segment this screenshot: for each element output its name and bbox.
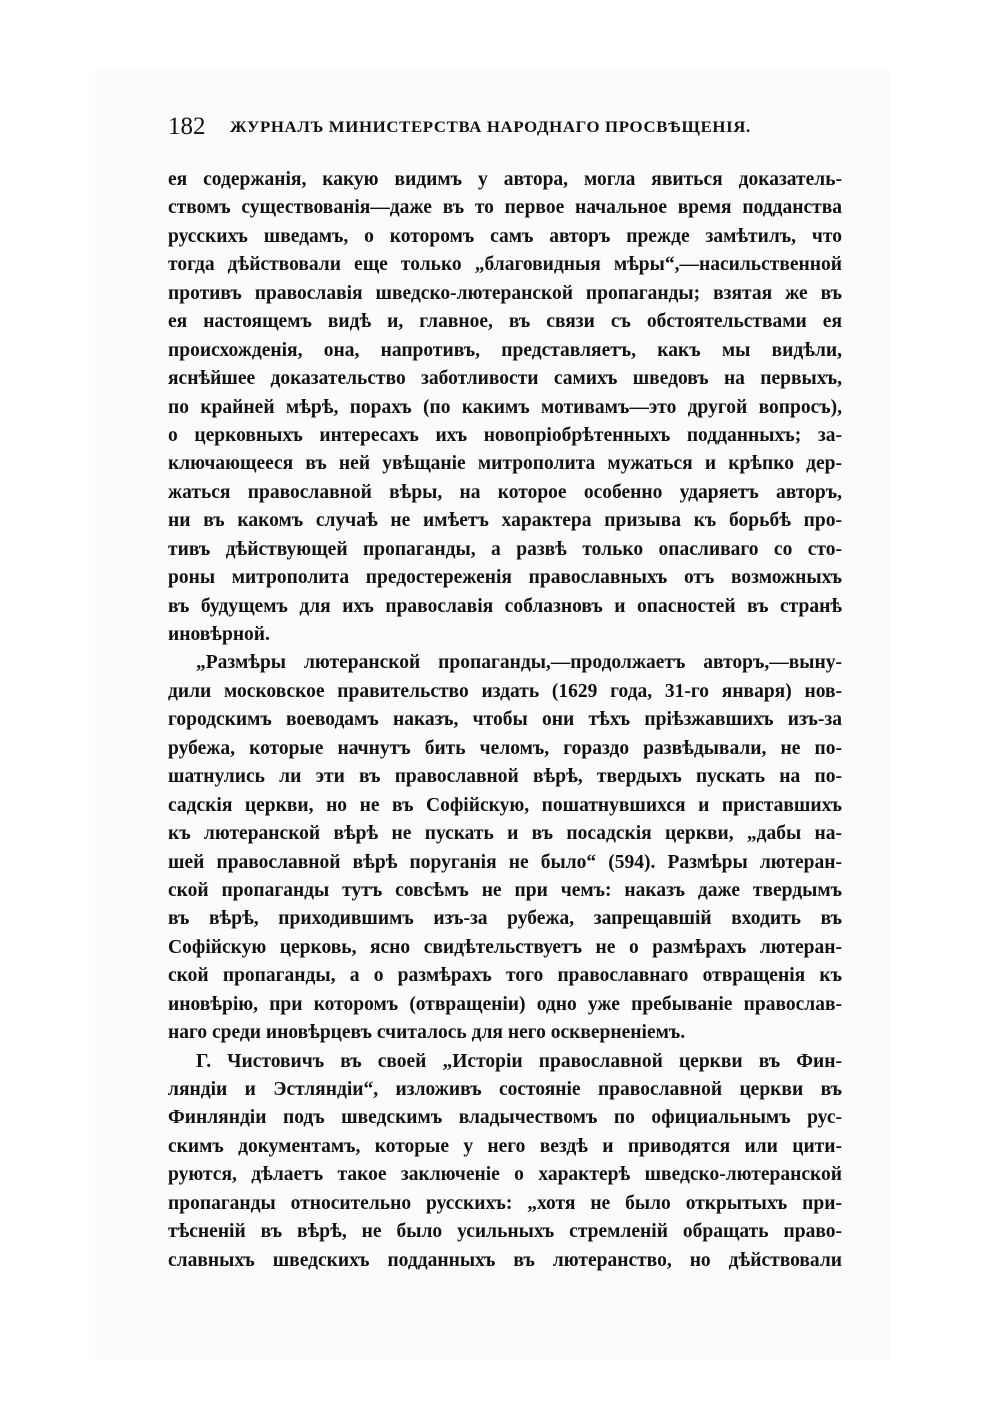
text-line: по крайней мѣрѣ, порахъ (по какимъ мотивамъ—это другой вопросъ), (168, 396, 842, 418)
page-header (168, 113, 842, 143)
text-line: тогда дѣйствовали еще только „благовидныя мѣры“,—насильственной (168, 254, 842, 276)
text-line: славныхъ шведскихъ подданныхъ въ лютеранство, но дѣйствовали (168, 1249, 842, 1271)
text-line: наго среди иновѣрцевъ считалось для него оскверненіемъ. (168, 1022, 686, 1044)
text-line: рубежа, которые начнутъ бить челомъ, гораздо развѣдывали, не по- (168, 737, 842, 759)
text-line: Г. Чистовичъ въ своей „Исторіи православной церкви въ Фин- (196, 1050, 842, 1072)
text-line: городскимъ воеводамъ наказъ, чтобы они тѣхъ пріѣзжавшихъ изъ-за (168, 709, 842, 731)
text-line: жаться православной вѣры, на которое особенно ударяетъ авторъ, (168, 481, 842, 503)
text-line: ключающееся въ ней увѣщаніе митрополита мужаться и крѣпко дер- (168, 453, 842, 475)
text-line: ствомъ существованія—даже въ то первое начальное время подданства (168, 197, 842, 219)
text-line: шей православной вѣрѣ поруганія не было“ (594). Размѣры лютеран- (168, 851, 842, 873)
text-line: иновѣрной. (168, 624, 270, 645)
text-line: происхожденія, она, напротивъ, представляетъ, какъ мы видѣли, (168, 339, 842, 361)
running-title: ЖУРНАЛЪ МИНИСТЕРСТВА НАРОДНАГО ПРОСВѢЩЕНІЯ. (230, 119, 751, 136)
text-line: ляндіи и Эстляндіи“, изложивъ состояніе православной церкви въ (168, 1079, 842, 1100)
text-line: руются, дѣлаетъ такое заключеніе о характерѣ шведско-лютеранской (168, 1164, 842, 1186)
text-line: тѣсненій въ вѣрѣ, не было усильныхъ стремленій обращать право- (168, 1221, 842, 1243)
text-line: пропаганды относительно русскихъ: „хотя не было открытыхъ при- (168, 1192, 842, 1214)
text-line: яснѣйшее доказательство заботливости самихъ шведовъ на первыхъ, (168, 368, 842, 390)
text-line: ни въ какомъ случаѣ не имѣетъ характера призыва къ борьбѣ про- (168, 510, 842, 532)
text-line: къ лютеранской вѣрѣ не пускать и въ посадскія церкви, „дабы на- (168, 823, 842, 845)
text-line: ея содержанія, какую видимъ у автора, могла явиться доказатель- (168, 169, 842, 190)
text-line: ской пропаганды тутъ совсѣмъ не при чемъ: наказъ даже твердымъ (168, 879, 842, 901)
text-line: роны митрополита предостереженія православныхъ отъ возможныхъ (168, 567, 842, 589)
text-line: противъ православія шведско-лютеранской пропаганды; взятая же въ (168, 282, 842, 304)
text-line: тивъ дѣйствующей пропаганды, а развѣ только опасливаго со сто- (168, 538, 842, 560)
text-line: Финляндіи подъ шведскимъ владычествомъ по официальнымъ рус- (168, 1107, 842, 1129)
text-line: Софійскую церковь, ясно свидѣтельствуетъ не о размѣрахъ лютеран- (168, 936, 842, 958)
text-line: русскихъ шведамъ, о которомъ самъ авторъ прежде замѣтилъ, что (168, 225, 842, 247)
text-line: ея настоящемъ видѣ и, главное, въ связи съ обстоятельствами ея (168, 311, 842, 333)
text-line: дили московское правительство издать (1629 года, 31-го января) нов- (168, 680, 842, 702)
text-line: шатнулись ли эти въ православной вѣрѣ, твердыхъ пускать на по- (168, 766, 842, 788)
text-line: скимъ документамъ, которые у него вездѣ и приводятся или цити- (168, 1135, 842, 1157)
text-line: о церковныхъ интересахъ ихъ новопріобрѣтенныхъ подданныхъ; за- (168, 424, 842, 446)
text-line: ской пропаганды, а о размѣрахъ того православнаго отвращенія къ (168, 965, 842, 987)
text-line: иновѣрію, при которомъ (отвращеніи) одно уже пребываніе православ- (168, 993, 842, 1015)
text-line: „Размѣры лютеранской пропаганды,—продолжаетъ авторъ,—выну- (196, 652, 842, 674)
body-text (168, 166, 842, 1275)
text-line: въ будущемъ для ихъ православія соблазновъ и опасностей въ странѣ (168, 595, 842, 617)
page-number: 182 (168, 113, 206, 140)
text-line: садскія церкви, но не въ Софійскую, пошатнувшихся и приставшихъ (168, 794, 842, 816)
text-line: въ вѣрѣ, приходившимъ изъ-за рубежа, запрещавшій входить въ (168, 908, 842, 930)
